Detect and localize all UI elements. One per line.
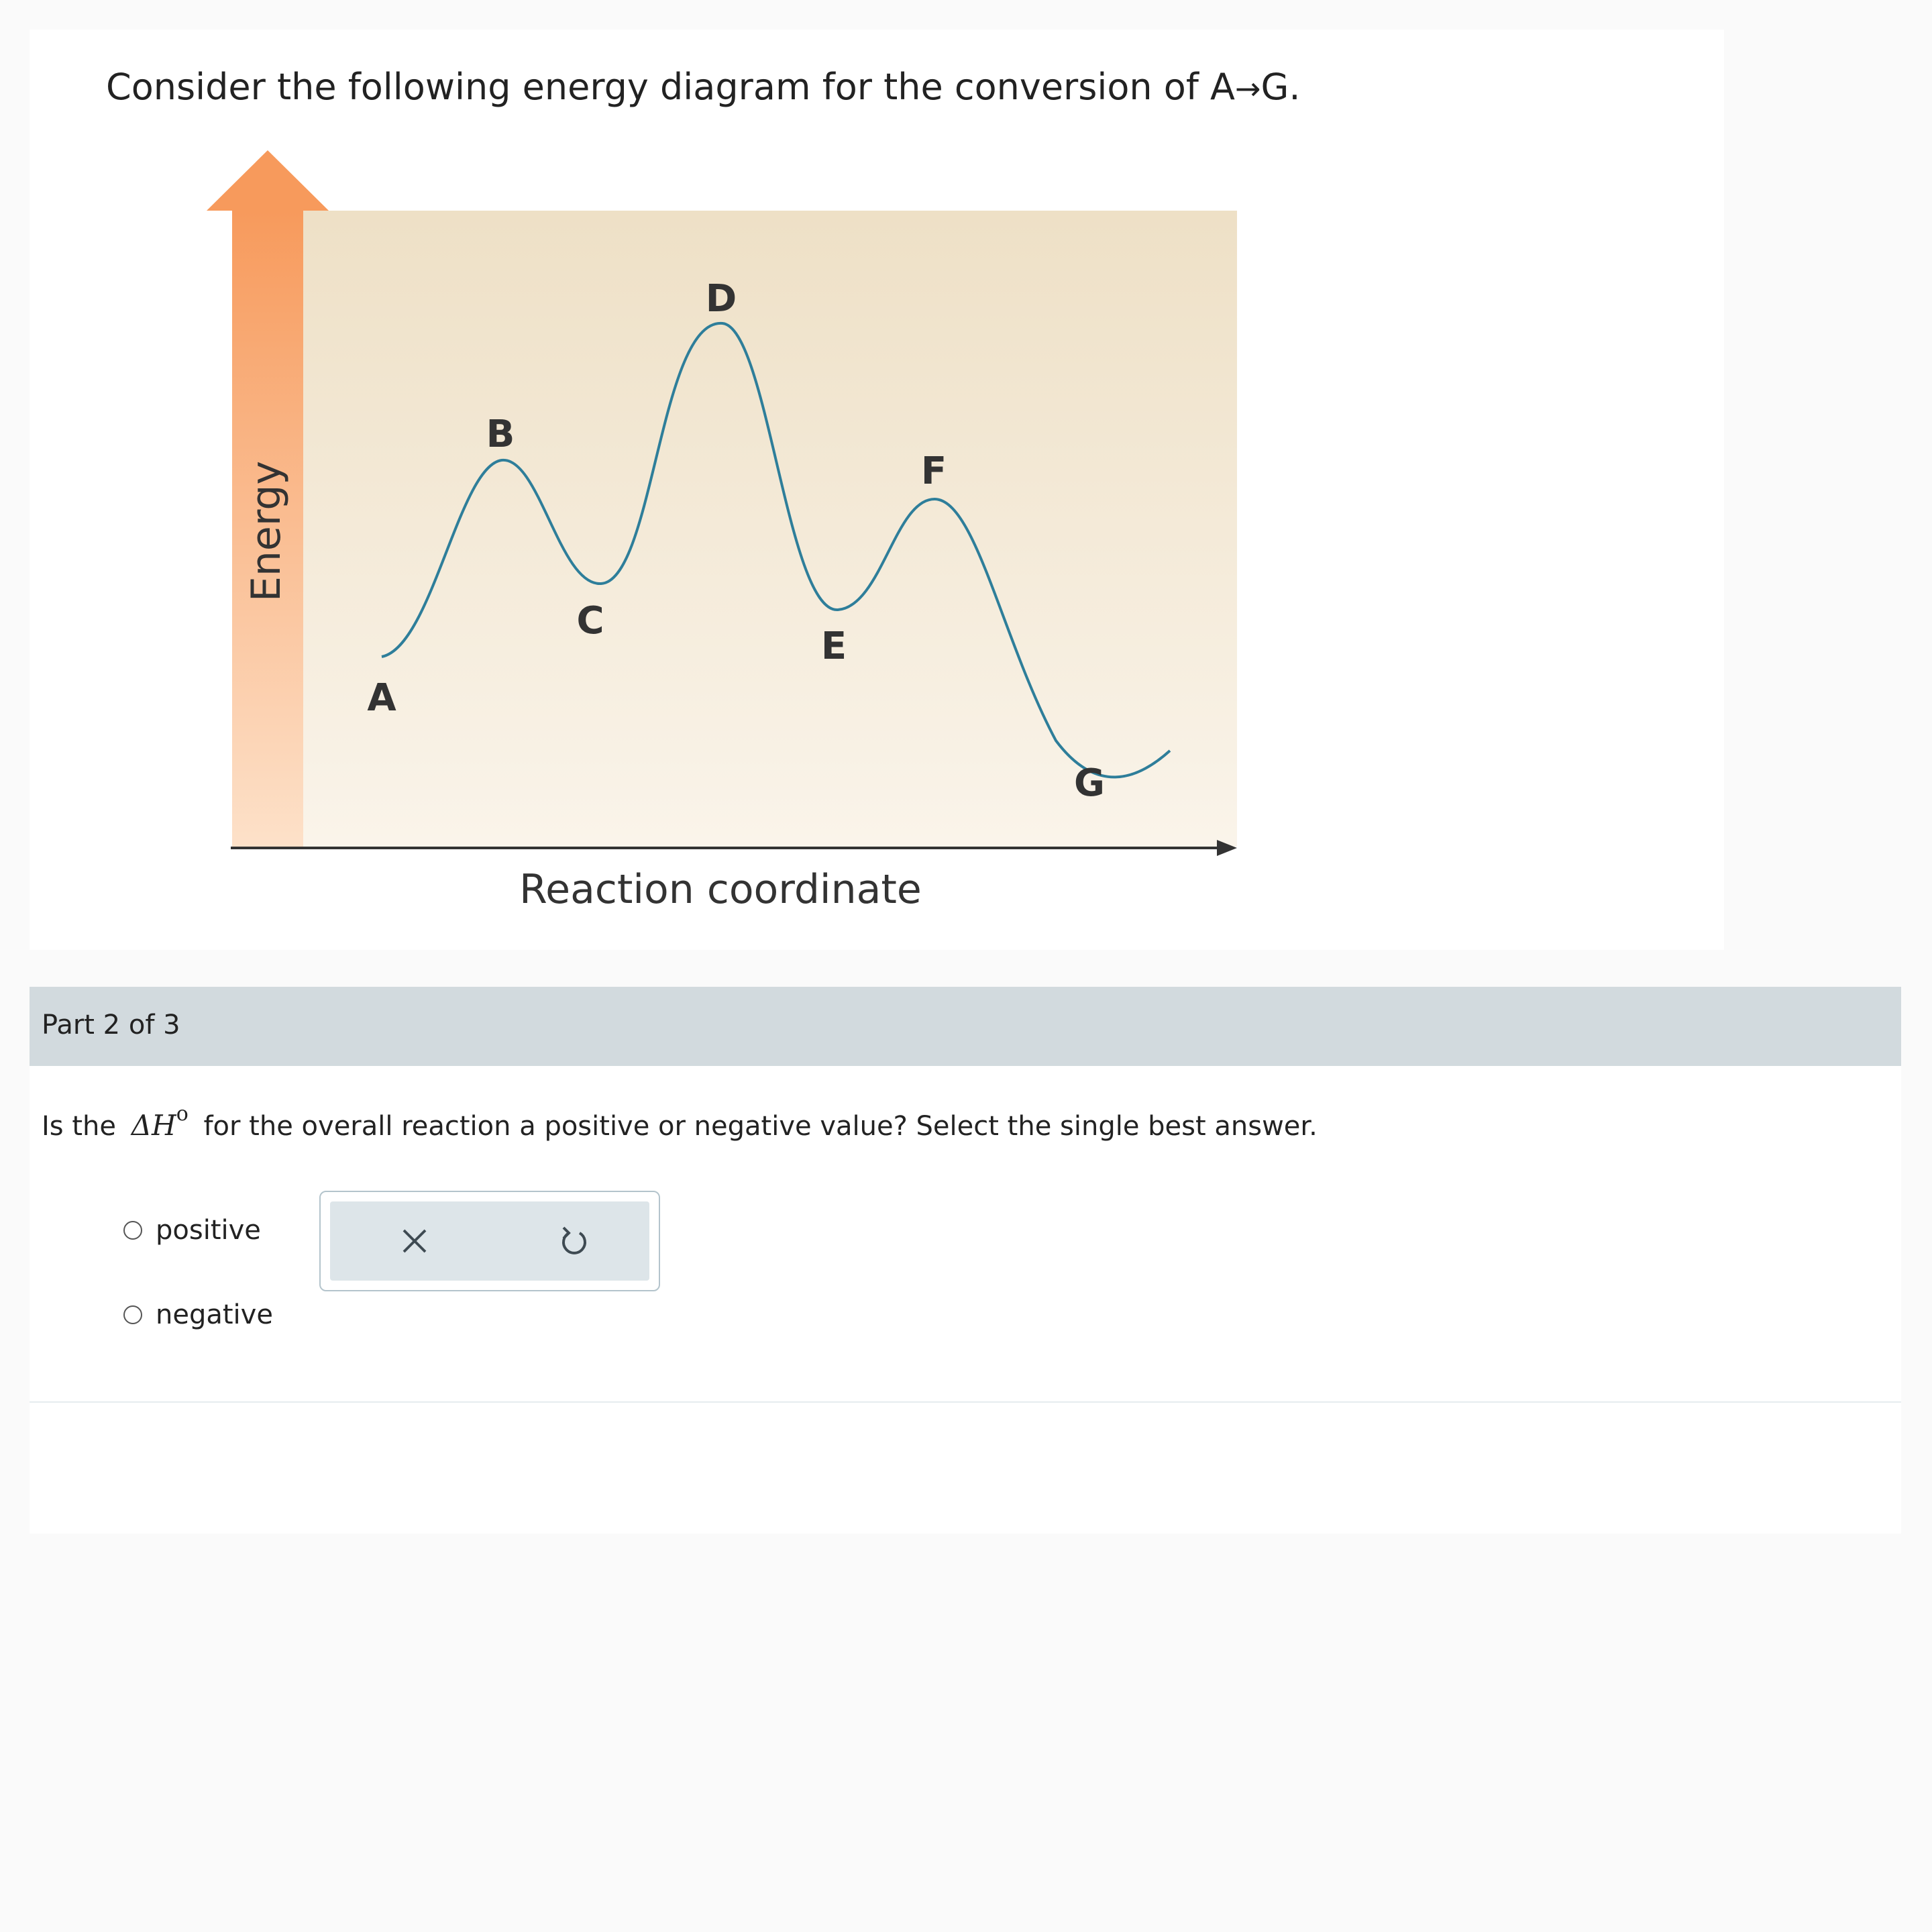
- clear-button[interactable]: [394, 1221, 435, 1261]
- point-label-b: B: [486, 413, 515, 456]
- question-card: [30, 1066, 1901, 1534]
- delta-h-superscript: o: [176, 1102, 189, 1126]
- part-label: Part 2 of 3: [42, 1010, 180, 1040]
- x-icon: [394, 1221, 435, 1261]
- undo-icon: [554, 1221, 594, 1261]
- point-label-a: A: [367, 676, 396, 720]
- energy-arrow-head: [207, 150, 329, 211]
- undo-button[interactable]: [554, 1221, 594, 1261]
- option-negative[interactable]: [123, 1299, 273, 1330]
- answer-tools: [319, 1191, 660, 1291]
- energy-axis-label: Energy: [243, 460, 290, 602]
- intro-text: Consider the following energy diagram for the conversion of A: [106, 66, 1235, 108]
- answer-tools-inner: [330, 1201, 649, 1281]
- energy-diagram: [30, 30, 1724, 950]
- diagram-panel: [302, 211, 1237, 847]
- divider: [30, 1401, 1901, 1403]
- question-after: for the overall reaction a positive or negative value? Select the single best answer.: [203, 1111, 1318, 1142]
- point-label-c: C: [576, 599, 604, 643]
- option-negative-label: negative: [156, 1299, 273, 1330]
- option-positive-label: positive: [156, 1215, 261, 1246]
- point-label-g: G: [1074, 761, 1105, 805]
- option-positive[interactable]: [123, 1215, 261, 1246]
- intro-text-end: G.: [1260, 66, 1301, 108]
- delta-h-main: ΔH: [131, 1109, 176, 1142]
- radio-positive[interactable]: [123, 1221, 142, 1240]
- reaction-arrow-icon: →: [1234, 70, 1261, 107]
- problem-card: [30, 30, 1724, 950]
- radio-negative[interactable]: [123, 1305, 142, 1324]
- point-label-d: D: [705, 277, 737, 321]
- x-axis-label: Reaction coordinate: [519, 866, 922, 913]
- point-label-f: F: [920, 449, 947, 493]
- question-text: [42, 1102, 1318, 1142]
- question-before: Is the: [42, 1111, 116, 1142]
- point-label-e: E: [820, 625, 847, 668]
- delta-h-symbol: [125, 1102, 195, 1142]
- part-header: [30, 987, 1901, 1066]
